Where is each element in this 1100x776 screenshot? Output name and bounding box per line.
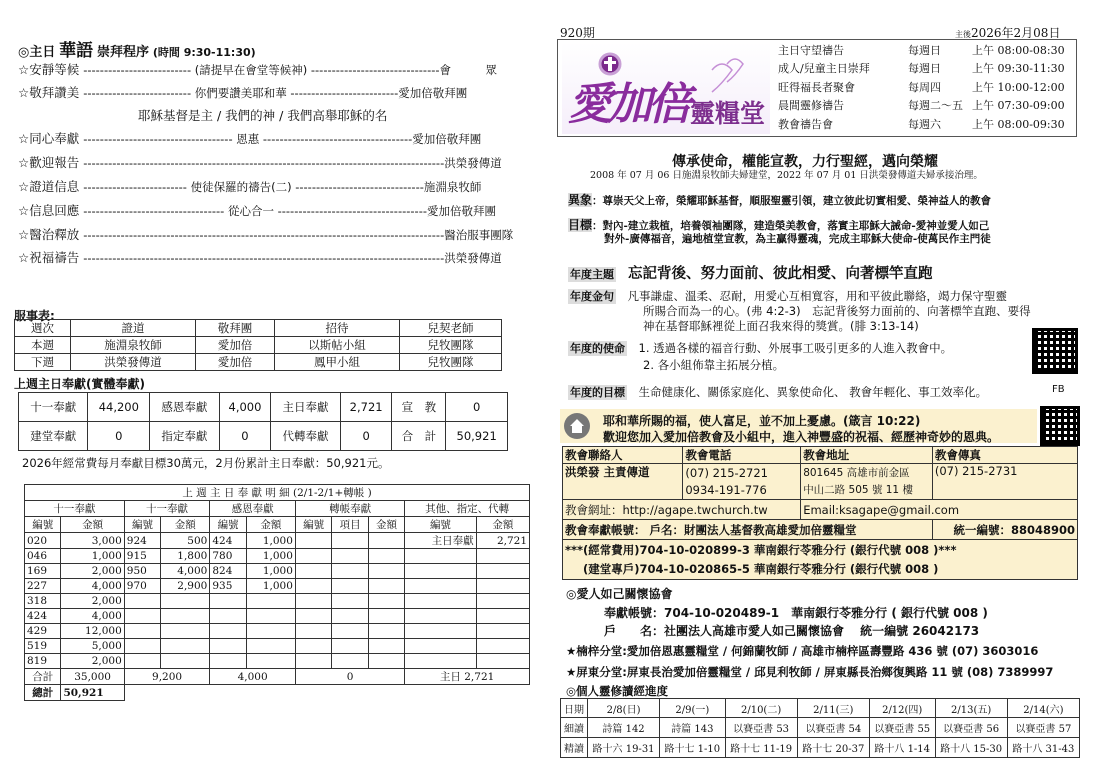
table-cell: 1,000 — [61, 549, 124, 564]
program-item: ☆祝福禱告 ---------------------------------------------------------------------------------------洪榮發傳道 — [18, 250, 502, 265]
table-cell — [476, 624, 529, 639]
service-title: ◎主日 華語 崇拜程序 (時間 9:30-11:30) — [18, 41, 256, 61]
table-row — [25, 654, 530, 669]
branch-nanzi: ★楠梓分堂:愛加倍恩惠靈糧堂 / 何錦蘭牧師 / 高雄市楠梓區壽豐路 436 號 (07) 3603016 — [566, 644, 1039, 658]
schedule-item: 教會禱告會 每週六 上午 08:00-09:30 — [778, 117, 1065, 131]
table-cell — [161, 639, 210, 654]
table-cell: 5,000 — [61, 639, 124, 654]
table-cell: 500 — [161, 533, 210, 549]
table-cell — [332, 579, 368, 594]
table-cell: 318 — [25, 594, 61, 609]
table-cell — [368, 639, 404, 654]
table-cell: 935 — [210, 579, 246, 594]
table-cell — [368, 564, 404, 579]
table-row: 十一奉獻 44,200 感恩奉獻 4,000 主日奉獻 2,721 宣 教 0 — [19, 393, 508, 422]
logo-sub-text: 靈糧堂 — [690, 99, 766, 128]
offering-title: 上週主日奉獻(實體奉獻) — [14, 377, 145, 391]
table-cell: 780 — [210, 549, 246, 564]
schedule-item: 晨間靈修禱告 每週二～五 上午 07:30-09:00 — [778, 99, 1065, 113]
table-cell: 1,000 — [246, 549, 295, 564]
table-cell — [295, 654, 331, 669]
table-cell — [124, 639, 160, 654]
contact-table: 教會聯絡人 教會電話 教會地址 教會傳真 洪榮發 主責傳道 (07) 215-2721 0934-191-776 801645 高雄市前金區 中山二路 505 號 11 樓 (07) 215-2731 教會網址：http://agape.twchurch.tw Email:ksagape@gmail.com 教會奉獻帳號： 戶名：財團法人基督教高雄愛加倍靈糧堂 統一編號：88048900 ***(經常費用)704-10-020899-3 華南銀行苓雅分行 (銀行代號 008 )*** (建堂專戶)704-10-020865-5 華南銀行苓雅分行 (銀行代號 008 ) — [562, 446, 1078, 580]
table-cell — [246, 654, 295, 669]
table-row — [25, 564, 530, 579]
sum-row: 合計 35,000 9,200 4,000 0 主日 2,721 — [25, 669, 530, 685]
table-cell — [405, 609, 476, 624]
table-cell — [405, 549, 476, 564]
table-cell — [124, 609, 160, 624]
table-cell — [246, 594, 295, 609]
table-cell — [246, 624, 295, 639]
branch-pingtung: ★屏東分堂:屏東長治愛加倍靈糧堂 / 邱見利牧師 / 屏東縣長治鄉復興路 11 號 (08) 7389997 — [566, 665, 1054, 679]
table-cell: 主日奉獻 — [405, 533, 476, 549]
schedule-list — [778, 42, 1074, 134]
table-cell: 046 — [25, 549, 61, 564]
goal-line-2: 對外-廣傳福音，遍地植堂宣教，為主贏得靈魂，完成主耶穌大使命-使萬民作主門徒 — [604, 233, 991, 245]
assoc-name: 戶 名：社團法人高雄市愛人如己關懷協會 統一編號 26042173 — [604, 624, 980, 638]
devotion-table: 日期 2/8(日) 2/9(一) 2/10(二) 2/11(三) 2/12(四) 2/13(五) 2/14(六) 細讀 詩篇 142 詩篇 143 以賽亞書 53 以賽亞書 54 以賽亞書 55 以賽亞書 56 以賽亞書 57 精讀 路十六 19-31 路十七 1-10 路十七 11-19 路十七 20-37 路十八 1-14 路十八 15-30 路十八 31-43 — [560, 698, 1080, 758]
table-cell — [124, 624, 160, 639]
devotion-title: ◎個人靈修讀經進度 — [566, 684, 669, 698]
assoc-account: 奉獻帳號：704-10-020489-1 華南銀行苓雅分行 ( 銀行代號 008 ) — [604, 606, 988, 620]
table-cell — [295, 549, 331, 564]
table-cell: 2,000 — [61, 654, 124, 669]
table-cell — [332, 594, 368, 609]
table-cell — [368, 533, 404, 549]
table-cell — [476, 609, 529, 624]
annual-theme: 年度主題 忘記背後、努力面前、彼此相愛、向著標竿直跑 — [570, 266, 933, 282]
table-cell: 924 — [124, 533, 160, 549]
church-history: 2008 年 07 月 06 日施淵泉牧師夫婦建堂，2022 年 07 月 01 日洪榮發傳道夫婦承接治理。 — [590, 170, 983, 181]
table-cell — [161, 624, 210, 639]
detail-title: 上 週 主 日 奉 獻 明 細 (2/1-2/1+轉帳 ) — [25, 485, 530, 501]
table-cell — [161, 594, 210, 609]
program-item: ☆同心奉獻 ------------------------------------ 恩惠 ------------------------------------愛加倍敬拜團 — [18, 131, 482, 146]
table-cell — [246, 609, 295, 624]
program-item: ☆證道信息 ------------------------- 使徒保羅的禱告(二) -------------------------------施淵泉牧師 — [18, 179, 482, 194]
table-cell — [405, 639, 476, 654]
program-item: ☆信息回應 ---------------------------------- 從心合一 ------------------------------------愛加倍敬拜團 — [18, 203, 496, 218]
table-cell — [295, 594, 331, 609]
table-cell: 1,000 — [246, 564, 295, 579]
table-cell — [295, 533, 331, 549]
fb-label: FB — [1052, 384, 1065, 395]
table-row: 細讀 詩篇 142 詩篇 143 以賽亞書 53 以賽亞書 54 以賽亞書 55 以賽亞書 56 以賽亞書 57 — [561, 718, 1080, 738]
offering-note: 2026年經常費每月奉獻目標30萬元，2月份累計主日奉獻：50,921元。 — [22, 456, 390, 470]
table-cell: 2,900 — [161, 579, 210, 594]
slogan: 傳承使命，權能宣教，力行聖經，邁向榮耀 — [672, 154, 938, 170]
qr-code-icon[interactable] — [1040, 406, 1080, 446]
table-cell — [405, 564, 476, 579]
table-cell: 2,000 — [61, 594, 124, 609]
table-cell: 915 — [124, 549, 160, 564]
table-cell — [210, 654, 246, 669]
table-cell: 1,800 — [161, 549, 210, 564]
table-cell: 169 — [25, 564, 61, 579]
table-cell: 970 — [124, 579, 160, 594]
table-cell: 4,000 — [61, 579, 124, 594]
bulletin-date: 主後2026年2月08日 — [955, 26, 1061, 40]
table-row — [25, 579, 530, 594]
table-cell: 4,000 — [61, 609, 124, 624]
table-cell — [295, 639, 331, 654]
table-row: 精讀 路十六 19-31 路十七 1-10 路十七 11-19 路十七 20-37 路十八 1-14 路十八 15-30 路十八 31-43 — [561, 738, 1080, 758]
table-cell: 519 — [25, 639, 61, 654]
table-cell: 824 — [210, 564, 246, 579]
table-cell — [124, 594, 160, 609]
website-link: 教會網址：http://agape.twchurch.tw — [563, 500, 801, 520]
program-item: ☆醫治釋放 ---------------------------------------------------------------------------------------醫治服事團隊 — [18, 227, 514, 242]
table-cell: 1,000 — [246, 579, 295, 594]
table-cell — [295, 609, 331, 624]
table-cell — [210, 594, 246, 609]
table-cell: 020 — [25, 533, 61, 549]
table-cell — [368, 594, 404, 609]
table-cell — [332, 654, 368, 669]
annual-target: 年度的目標 生命健康化、關係家庭化、異象使命化、 教會年輕化、事工效率化。 — [570, 385, 988, 399]
table-cell: 2,721 — [476, 533, 529, 549]
table-cell — [476, 594, 529, 609]
table-cell — [368, 624, 404, 639]
table-cell — [368, 609, 404, 624]
table-cell: 4,000 — [161, 564, 210, 579]
duty-table: 週次 證道 敬拜團 招待 兒契老師 本週 施淵泉牧師 愛加倍 以斯帖小組 兒牧團隊 下週 洪榮發傳道 愛加倍 鳳甲小組 兒牧團隊 — [14, 319, 502, 371]
table-cell — [476, 549, 529, 564]
table-cell: 3,000 — [61, 533, 124, 549]
total-row: 總計 50,921 — [25, 685, 530, 701]
schedule-item: 旺得福長者聚會 每周四 上午 10:00-12:00 — [778, 80, 1065, 94]
issue-number: 920期 — [560, 26, 595, 40]
table-cell — [405, 579, 476, 594]
table-row — [25, 549, 530, 564]
table-cell — [124, 654, 160, 669]
table-cell — [476, 564, 529, 579]
worship-songs: 耶穌基督是主 / 我們的神 / 我們高舉耶穌的名 — [138, 108, 388, 123]
annual-mission: 年度的使命 1. 透過各樣的福音行動、外展事工吸引更多的人進入教會中。 — [570, 341, 953, 355]
annual-verse-3: 神在基督耶穌裡從上面召我來得的獎賞。(腓 3:13-14) — [643, 319, 919, 333]
table-cell: 424 — [25, 609, 61, 624]
table-cell — [368, 579, 404, 594]
table-row: 下週 洪榮發傳道 愛加倍 鳳甲小組 兒牧團隊 — [15, 354, 502, 371]
duty-title: 服事表: — [14, 309, 55, 323]
program-item: ☆歡迎報告 ---------------------------------------------------------------------------------------洪榮發傳道 — [18, 155, 502, 170]
table-cell — [368, 549, 404, 564]
table-cell: 12,000 — [61, 624, 124, 639]
table-cell: 1,000 — [246, 533, 295, 549]
assoc-title: ◎愛人如己關懷協會 — [566, 587, 673, 601]
table-cell — [210, 624, 246, 639]
banner-verse: 耶和華所賜的福，使人富足，並不加上憂慮。(箴言 10:22) — [603, 414, 921, 428]
table-row — [25, 624, 530, 639]
email-link: Email:ksagape@gmail.com — [801, 500, 1078, 520]
table-cell — [332, 564, 368, 579]
table-cell — [476, 579, 529, 594]
qr-code-icon[interactable] — [1032, 328, 1078, 374]
annual-verse: 年度金句 凡事謙虛、溫柔、忍耐，用愛心互相寬容，用和平彼此聯絡，竭力保守聖靈 — [570, 289, 1007, 303]
table-cell: 429 — [25, 624, 61, 639]
program-item: ☆安靜等候 -------------------------- (請提早在會堂等候神) -------------------------------會 眾 — [18, 62, 498, 77]
table-row — [25, 609, 530, 624]
table-cell — [332, 609, 368, 624]
table-cell: 424 — [210, 533, 246, 549]
table-row — [25, 639, 530, 654]
table-cell — [295, 579, 331, 594]
banner-welcome: 歡迎您加入愛加倍教會及小組中，進入神豐盛的祝福、經歷神奇妙的恩典。 — [603, 430, 1000, 444]
table-cell — [210, 609, 246, 624]
schedule-item: 主日守望禱告 每週日 上午 08:00-08:30 — [778, 44, 1065, 57]
table-cell — [332, 639, 368, 654]
table-cell — [210, 639, 246, 654]
table-row — [25, 533, 530, 549]
table-cell: 227 — [25, 579, 61, 594]
table-cell — [332, 533, 368, 549]
annual-verse-2: 所賜合而為一的心。(弗 4:2-3) 忘記背後努力面前的、向著標竿直跑、要得 — [643, 304, 1031, 318]
vision: 異象：尊崇天父上帝，榮耀耶穌基督，順服聖靈引領，建立彼此切實相愛、榮神益人的教會 — [568, 193, 992, 207]
offering-table — [18, 392, 508, 451]
table-cell — [476, 639, 529, 654]
schedule-item: 成人/兒童主日崇拜 每週日 上午 09:30-11:30 — [778, 62, 1065, 76]
logo-main-text: 愛加倍 — [568, 79, 688, 130]
goal: 目標：對內-建立栽植，培養領袖團隊，建造榮美教會，落實主耶穌大誡命-愛神並愛人如己 — [568, 218, 990, 232]
table-cell — [332, 624, 368, 639]
table-cell: 2,000 — [61, 564, 124, 579]
table-cell — [405, 654, 476, 669]
table-cell: 819 — [25, 654, 61, 669]
table-cell — [295, 624, 331, 639]
table-cell — [368, 654, 404, 669]
table-row: 建堂奉獻 0 指定奉獻 0 代轉奉獻 0 合 計 50,921 — [19, 422, 508, 451]
table-cell — [405, 594, 476, 609]
table-row — [25, 594, 530, 609]
program-item: ☆敬拜讚美 -------------------------- 你們要讚美耶和華 --------------------------愛加倍敬拜團 — [18, 85, 468, 100]
table-cell — [246, 639, 295, 654]
annual-mission-2: 2. 各小組佈靠主拓展分植。 — [643, 358, 785, 372]
table-cell — [332, 549, 368, 564]
table-cell — [405, 624, 476, 639]
home-icon — [564, 413, 590, 439]
offering-detail-table: 上 週 主 日 奉 獻 明 細 (2/1-2/1+轉帳 ) 十一奉獻 十一奉獻 感恩奉獻 轉帳奉獻 其他、指定、代轉 編號 金額 編號 金額 編號 金額 編號 項目 金額 編號 金額 020 3,000 924 500 424 1,000 主日奉獻 2,721 046 1,000 915 1,800 780 1,000 169 2,000 950 4,000 824 1,000 227 4,000 970 2,900 935 1,000 318 2,000 424 4,000 429 12,000 519 5,000 819 2,000 合計 35,000 9,200 4,000 0 主日 2,721 總計 50,921 — [24, 484, 530, 701]
table-cell: 950 — [124, 564, 160, 579]
table-cell — [161, 609, 210, 624]
table-cell — [295, 564, 331, 579]
church-logo — [562, 42, 770, 134]
table-cell — [161, 654, 210, 669]
table-cell — [476, 654, 529, 669]
table-row: 本週 施淵泉牧師 愛加倍 以斯帖小組 兒牧團隊 — [15, 337, 502, 354]
